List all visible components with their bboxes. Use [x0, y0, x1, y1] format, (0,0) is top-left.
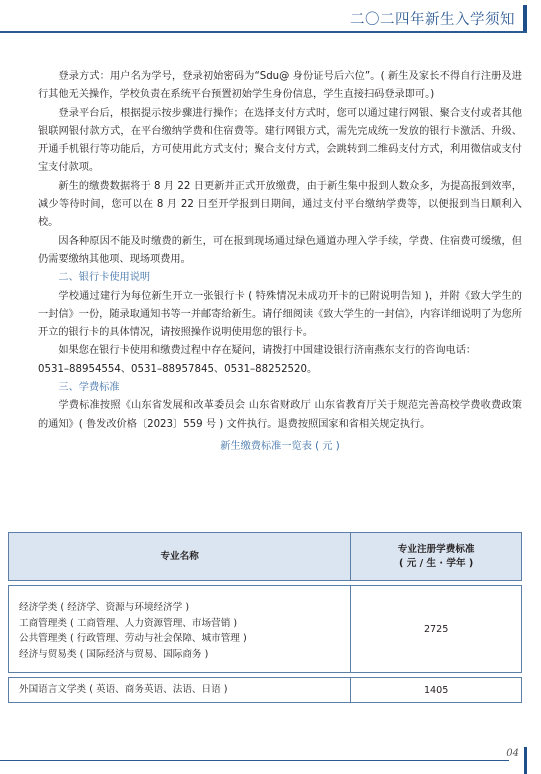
major-item: 外国语言文学类 ( 英语、商务英语、法语、日语 ) — [19, 684, 228, 696]
major-item: 经济学类 ( 经济学、资源与环境经济学 ) — [19, 602, 190, 613]
major-list — [9, 586, 351, 673]
contact-phone-numbers: 0531–88954554、0531–88957845、0531–88252520。 — [38, 363, 318, 375]
page-number: 04 — [506, 748, 519, 759]
header-rule — [0, 31, 527, 33]
paragraph-green-channel: 因各种原因不能及时缴费的新生，可在报到现场通过绿色通道办理入学手续，学费、住宿费可缓缴，但仍需要缴纳其他项、现场项费用。 — [38, 235, 522, 265]
section-heading-tuition: 三、学费标准 — [58, 382, 120, 394]
column-header-fee — [351, 533, 522, 581]
major-item: 公共管理类 ( 行政管理、劳动与社会保障、城市管理 ) — [19, 633, 247, 644]
paragraph-payment-methods: 登录平台后，根据提示按步骤进行操作；在选择支付方式时，您可以通过建行网银、聚合支付或者其他银联网银付款方式，在平台缴纳学费和住宿费等。建行网银方式，需先完成统一发放的银行卡激活、升级、开通手机银行等功能后，方可使用此方式支付；聚合支付方式，会跳转到二维码支付方式，利用微信或支付宝支付款项。 — [38, 107, 522, 174]
table-row — [9, 586, 522, 673]
header-title: 二〇二四年新生入学须知 — [350, 12, 515, 28]
table-title: 新生缴费标准一览表 ( 元 ) — [220, 440, 340, 452]
body-text — [38, 68, 522, 456]
paragraph-contact: 如果您在银行卡使用和缴费过程中存在疑问，请拨打中国建设银行济南燕东支行的咨询电话： — [58, 345, 477, 357]
table-header-row — [9, 533, 522, 581]
column-header-major: 专业名称 — [9, 533, 351, 581]
major-item: 经济与贸易类 ( 国际经济与贸易、国际商务 ) — [19, 648, 209, 660]
paragraph-payment-date: 新生的缴费数据将于 8 月 22 日更新并正式开放缴费，由于新生集中报到人数众多，为提高报到效率，减少等待时间，您可以在 8 月 22 日至开学报到日期间，通过支付平台缴纳学费等，以便报到当日顺利入校。 — [38, 180, 522, 229]
paragraph-tuition: 学费标准按照《山东省发展和改革委员会 山东省财政厅 山东省教育厅关于规范完善高校学费收费政策的通知》( 鲁发改价格〔2023〕559 号 ) 文件执行。退费按照国家和省相关规定执行。 — [38, 400, 522, 430]
section-heading-bank-card: 二、银行卡使用说明 — [58, 272, 151, 284]
paragraph-login: 登录方式：用户名为学号，登录初始密码为“Sdu@ 身份证号后六位”。( 新生及家长不得自行注册及进行其他无关操作，学校负责在系统平台预置初始学生身份信息，学生直接扫码登录即可。) — [38, 71, 522, 101]
header-accent-bar — [523, 5, 527, 32]
major-list — [9, 678, 351, 703]
major-item: 工商管理类 ( 工商管理、人力资源管理、市场营销 ) — [19, 617, 238, 629]
table-row — [9, 678, 522, 703]
column-header-fee-line2: ( 元 / 生 · 学年 ) — [398, 557, 474, 569]
footer-accent-bar — [524, 747, 527, 774]
fee-table — [8, 532, 522, 703]
paragraph-bank-card: 学校通过建行为每位新生开立一张银行卡 ( 特殊情况未成功开卡的已附说明告知 )，并附《致大学生的一封信》一份，随录取通知书等一并邮寄给新生。请仔细阅读《致大学生的一封信》，内容详细说明了为您所开立的银行卡的具体情况，请按照操作说明使用您的银行卡。 — [38, 290, 522, 339]
footer-rule — [0, 760, 509, 761]
fee-value: 2725 — [351, 586, 522, 673]
fee-value: 1405 — [351, 678, 522, 703]
column-header-fee-line1: 专业注册学费标准 — [397, 543, 475, 555]
